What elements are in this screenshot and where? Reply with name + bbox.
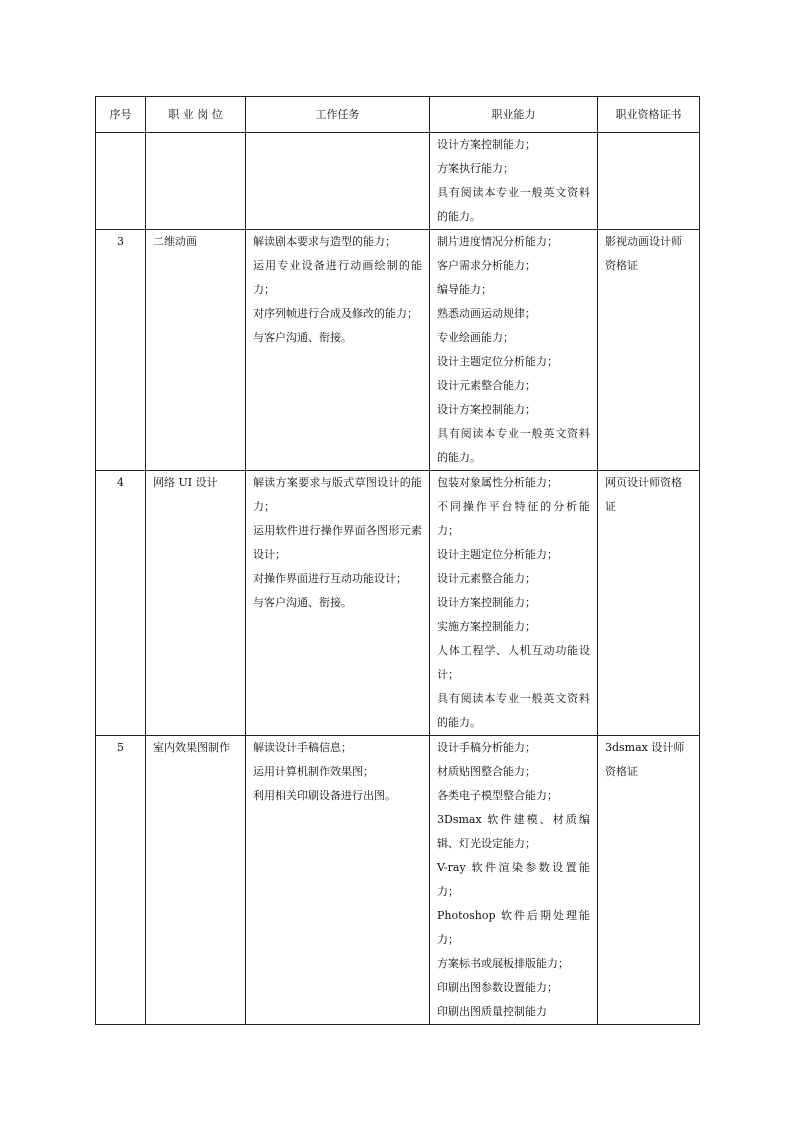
ability-item: 各类电子模型整合能力； <box>437 789 558 802</box>
row-number <box>96 133 146 230</box>
ability-item: 设计元素整合能力； <box>437 572 536 585</box>
row-number: 4 <box>96 471 146 736</box>
ability-item: 印刷出图参数设置能力； <box>437 981 558 994</box>
job-position: 网络 UI 设计 <box>146 471 246 736</box>
certificate: 3dsmax 设计师资格证 <box>598 736 700 1025</box>
ability-item: 设计方案控制能力； <box>437 403 536 416</box>
row-number: 5 <box>96 736 146 1025</box>
ability-item: 3Dsmax 软件建模、材质编辑、灯光设定能力； <box>437 813 590 850</box>
abilities <box>430 133 598 230</box>
job-position <box>146 133 246 230</box>
ability-item: 设计主题定位分析能力； <box>437 548 558 561</box>
header-row <box>96 97 700 133</box>
ability-item: 材质贴图整合能力； <box>437 765 536 778</box>
career-table <box>95 96 700 1025</box>
ability-item: 熟悉动画运动规律； <box>437 307 536 320</box>
ability-item: 方案标书或展板排版能力； <box>437 957 569 970</box>
table-row <box>96 471 700 736</box>
work-tasks <box>246 471 430 736</box>
ability-item: 设计手稿分析能力； <box>437 741 536 754</box>
job-position: 室内效果图制作 <box>146 736 246 1025</box>
header-certificate: 职业资格证书 <box>598 97 700 133</box>
ability-item: V-ray 软件渲染参数设置能力； <box>437 861 590 898</box>
ability-item: 实施方案控制能力； <box>437 620 536 633</box>
ability-item: 印刷出图质量控制能力 <box>437 1005 547 1018</box>
task-item: 对序列帧进行合成及修改的能力； <box>253 307 418 320</box>
task-item: 运用计算机制作效果图； <box>253 765 374 778</box>
table-row <box>96 230 700 471</box>
ability-item: 具有阅读本专业一般英文资料的能力。 <box>437 427 590 464</box>
table-row <box>96 736 700 1025</box>
abilities <box>430 736 598 1025</box>
task-item: 解读剧本要求与造型的能力； <box>253 235 396 248</box>
certificate: 网页设计师资格证 <box>598 471 700 736</box>
ability-item: 人体工程学、人机互动功能设计； <box>437 644 590 681</box>
row-number: 3 <box>96 230 146 471</box>
abilities <box>430 471 598 736</box>
work-tasks <box>246 736 430 1025</box>
task-item: 解读设计手稿信息； <box>253 741 352 754</box>
ability-item: 客户需求分析能力； <box>437 259 536 272</box>
ability-item: 专业绘画能力； <box>437 331 514 344</box>
job-position: 二维动画 <box>146 230 246 471</box>
header-position: 职 业 岗 位 <box>146 97 246 133</box>
ability-item: 设计方案控制能力； <box>437 596 536 609</box>
ability-item: 方案执行能力； <box>437 162 514 175</box>
task-item: 解读方案要求与版式草图设计的能力； <box>253 476 422 513</box>
certificate <box>598 133 700 230</box>
task-item: 与客户沟通、衔接。 <box>253 331 352 344</box>
task-item: 运用专业设备进行动画绘制的能力； <box>253 259 422 296</box>
task-item: 利用相关印刷设备进行出图。 <box>253 789 396 802</box>
header-abilities: 职业能力 <box>430 97 598 133</box>
header-tasks: 工作任务 <box>246 97 430 133</box>
ability-item: 不同操作平台特征的分析能力； <box>437 500 590 537</box>
task-item: 与客户沟通、衔接。 <box>253 596 352 609</box>
certificate: 影视动画设计师资格证 <box>598 230 700 471</box>
abilities <box>430 230 598 471</box>
ability-item: 设计元素整合能力； <box>437 379 536 392</box>
ability-item: 具有阅读本专业一般英文资料的能力。 <box>437 186 590 223</box>
work-tasks <box>246 230 430 471</box>
ability-item: Photoshop 软件后期处理能力； <box>437 909 590 946</box>
ability-item: 制片进度情况分析能力； <box>437 235 558 248</box>
table-row <box>96 133 700 230</box>
work-tasks <box>246 133 430 230</box>
ability-item: 编导能力； <box>437 283 492 296</box>
task-item: 对操作界面进行互动功能设计； <box>253 572 407 585</box>
ability-item: 设计主题定位分析能力； <box>437 355 558 368</box>
ability-item: 具有阅读本专业一般英文资料的能力。 <box>437 692 590 729</box>
ability-item: 设计方案控制能力； <box>437 138 536 151</box>
ability-item: 包装对象属性分析能力； <box>437 476 558 489</box>
task-item: 运用软件进行操作界面各图形元素设计； <box>253 524 422 561</box>
header-no: 序号 <box>96 97 146 133</box>
